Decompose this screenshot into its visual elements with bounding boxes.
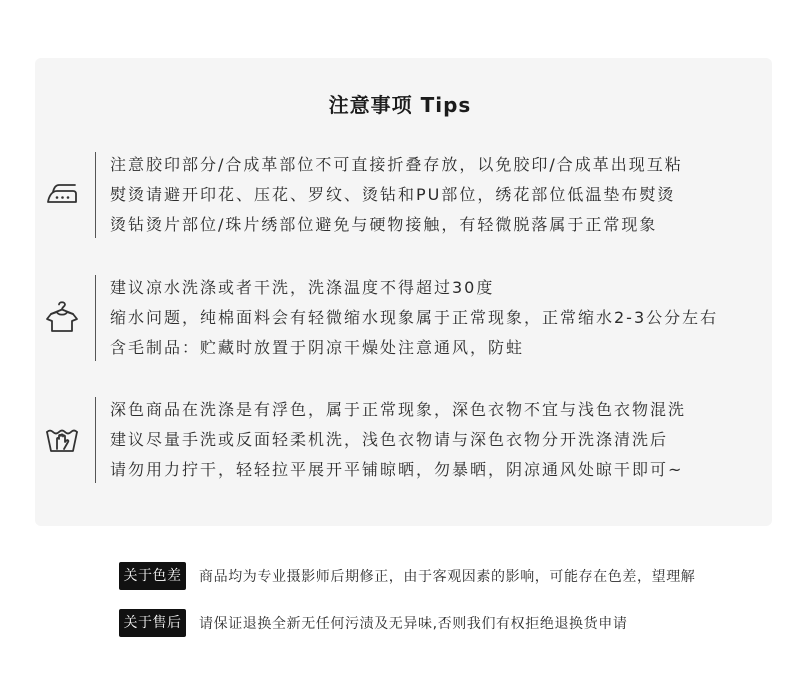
tip-line: 熨烫请避开印花、压花、罗纹、烫钻和PU部位，绣花部位低温垫布熨烫 bbox=[110, 185, 676, 204]
section-divider bbox=[95, 275, 96, 361]
tip-line: 烫钻烫片部位/珠片绣部位避免与硬物接触，有轻微脱落属于正常现象 bbox=[110, 215, 658, 234]
section-divider bbox=[95, 397, 96, 483]
tip-section-ironing bbox=[0, 150, 800, 242]
hand-wash-icon bbox=[44, 420, 80, 456]
section-divider bbox=[95, 152, 96, 238]
iron-icon bbox=[44, 175, 80, 211]
tip-line: 请勿用力拧干，轻轻拉平展开平铺晾晒，勿暴晒，阴凉通风处晾干即可~ bbox=[110, 460, 684, 479]
tip-lines bbox=[110, 273, 718, 363]
tip-lines bbox=[110, 150, 683, 240]
tip-section-washing bbox=[0, 273, 800, 365]
tip-line: 深色商品在洗涤是有浮色，属于正常现象，深色衣物不宜与浅色衣物混洗 bbox=[110, 400, 687, 419]
tip-lines bbox=[110, 395, 686, 485]
tip-line: 缩水问题，纯棉面料会有轻微缩水现象属于正常现象，正常缩水2-3公分左右 bbox=[110, 308, 719, 327]
shirt-hanger-icon bbox=[44, 298, 80, 334]
page-title: 注意事项 Tips bbox=[328, 93, 472, 117]
tip-section-hand-wash bbox=[0, 395, 800, 487]
tip-line: 含毛制品：贮藏时放置于阴凉干燥处注意通风，防蛀 bbox=[110, 338, 525, 357]
note-text: 商品均为专业摄影师后期修正，由于客观因素的影响，可能存在色差，望理解 bbox=[199, 569, 696, 585]
note-badge: 关于售后 bbox=[119, 609, 186, 637]
tip-line: 建议尽量手洗或反面轻柔机洗，浅色衣物请与深色衣物分开洗涤清洗后 bbox=[110, 430, 669, 449]
tip-line: 注意胶印部分/合成革部位不可直接折叠存放，以免胶印/合成革出现互粘 bbox=[110, 155, 683, 174]
note-badge: 关于色差 bbox=[119, 562, 186, 590]
note-text: 请保证退换全新无任何污渍及无异味,否则我们有权拒绝退换货申请 bbox=[199, 616, 628, 632]
tip-line: 建议凉水洗涤或者干洗，洗涤温度不得超过30度 bbox=[110, 278, 495, 297]
note-color-difference bbox=[119, 562, 695, 590]
note-after-sales bbox=[119, 609, 627, 637]
